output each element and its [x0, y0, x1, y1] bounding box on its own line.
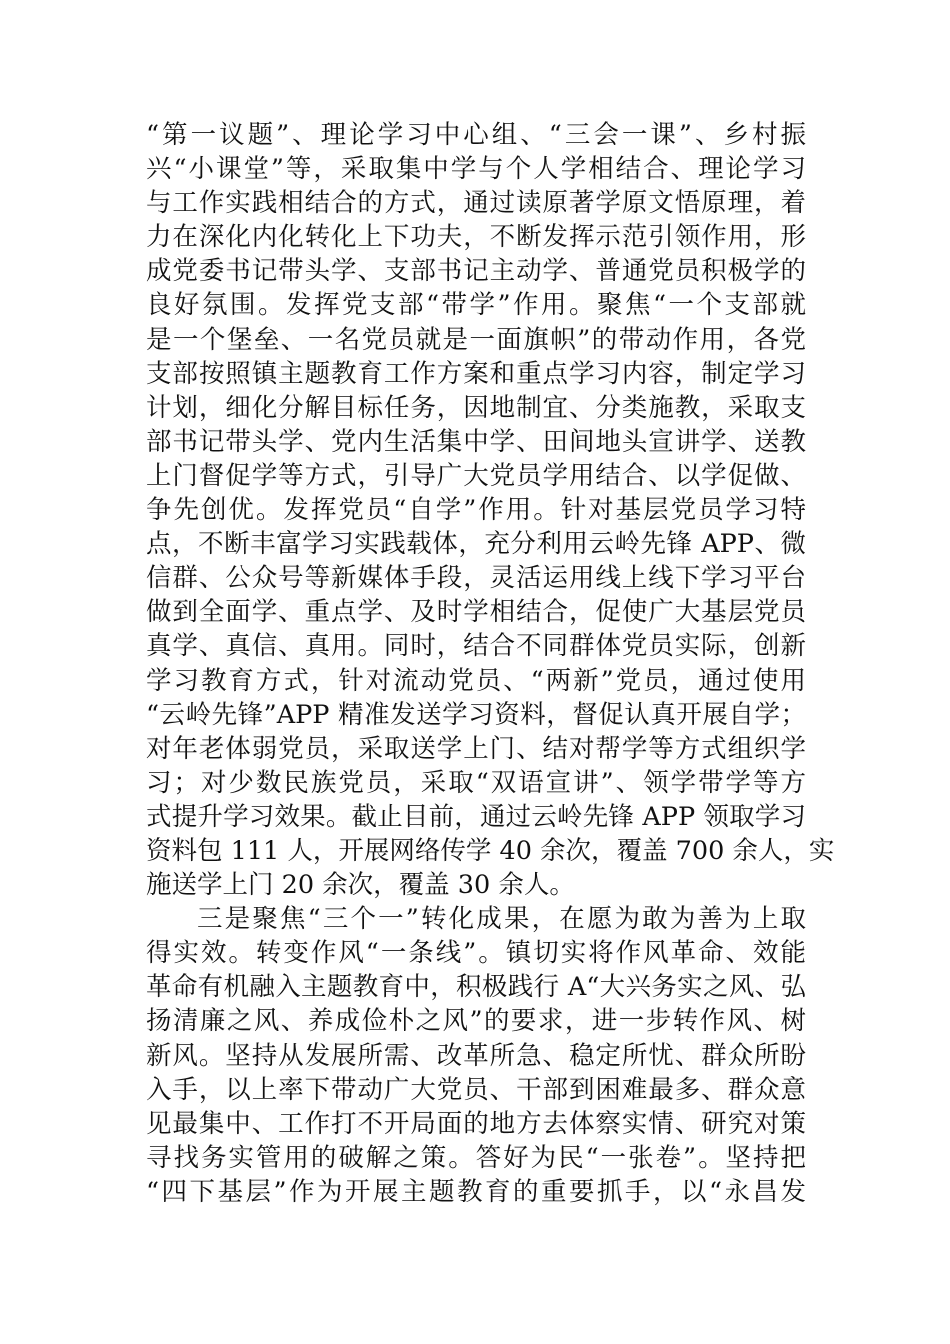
body-text: [146, 118, 835, 1209]
text-line: 资料包 111 人，开展网络传学 40 余次，覆盖 700 余人，实: [146, 835, 835, 866]
text-line: 成党委书记带头学、支部书记主动学、普通党员积极学的: [146, 256, 806, 287]
text-line: 争先创优。发挥党员“自学”作用。针对基层党员学习特: [146, 495, 806, 526]
text-line: 扬清廉之风、养成俭朴之风”的要求，进一步转作风、树: [146, 1006, 806, 1037]
text-line: 学习教育方式，针对流动党员、“两新”党员，通过使用: [146, 665, 806, 696]
text-line: 兴“小课堂”等，采取集中学与个人学相结合、理论学习: [146, 154, 806, 185]
text-line: “四下基层”作为开展主题教育的重要抓手，以“永昌发: [146, 1176, 806, 1207]
text-line: 上门督促学等方式，引导广大党员学用结合、以学促做、: [146, 460, 806, 491]
text-line: 入手，以上率下带动广大党员、干部到困难最多、群众意: [146, 1074, 806, 1105]
text-line: 新风。坚持从发展所需、改革所急、稳定所忧、群众所盼: [146, 1040, 806, 1071]
text-line: 支部按照镇主题教育工作方案和重点学习内容，制定学习: [146, 358, 806, 389]
text-line: 式提升学习效果。截止目前，通过云岭先锋 APP 领取学习: [146, 801, 806, 832]
text-line: 力在深化内化转化上下功夫，不断发挥示范引领作用，形: [146, 222, 806, 253]
text-line: 习；对少数民族党员，采取“双语宣讲”、领学带学等方: [146, 767, 806, 798]
text-line: “第一议题”、理论学习中心组、“三会一课”、乡村振: [146, 120, 806, 150]
text-line: 真学、真信、真用。同时，结合不同群体党员实际，创新: [146, 631, 806, 662]
text-line: 三是聚焦“三个一”转化成果，在愿为敢为善为上取: [197, 904, 806, 935]
text-line: 施送学上门 20 余次，覆盖 30 余人。: [146, 870, 575, 901]
text-line: 革命有机融入主题教育中，积极践行 A“大兴务实之风、弘: [146, 972, 806, 1003]
text-line: 良好氛围。发挥党支部“带学”作用。聚焦“一个支部就: [146, 290, 806, 321]
text-line: 见最集中、工作打不开局面的地方去体察实情、研究对策: [146, 1108, 806, 1139]
text-line: 得实效。转变作风“一条线”。镇切实将作风革命、效能: [146, 938, 806, 969]
text-line: “云岭先锋”APP 精准发送学习资料，督促认真开展自学；: [146, 699, 806, 730]
text-line: 部书记带头学、党内生活集中学、田间地头宣讲学、送教: [146, 426, 806, 457]
text-line: 是一个堡垒、一名党员就是一面旗帜”的带动作用，各党: [146, 324, 806, 355]
text-line: 信群、公众号等新媒体手段，灵活运用线上线下学习平台: [146, 563, 806, 594]
text-line: 做到全面学、重点学、及时学相结合，促使广大基层党员: [146, 597, 806, 628]
text-line: 点，不断丰富学习实践载体，充分利用云岭先锋 APP、微: [146, 529, 806, 560]
text-line: 对年老体弱党员，采取送学上门、结对帮学等方式组织学: [146, 733, 806, 764]
text-line: 寻找务实管用的破解之策。答好为民“一张卷”。坚持把: [146, 1142, 806, 1173]
text-line: 与工作实践相结合的方式，通过读原著学原文悟原理，着: [146, 188, 806, 219]
text-line: 计划，细化分解目标任务，因地制宜、分类施教，采取支: [146, 392, 806, 423]
